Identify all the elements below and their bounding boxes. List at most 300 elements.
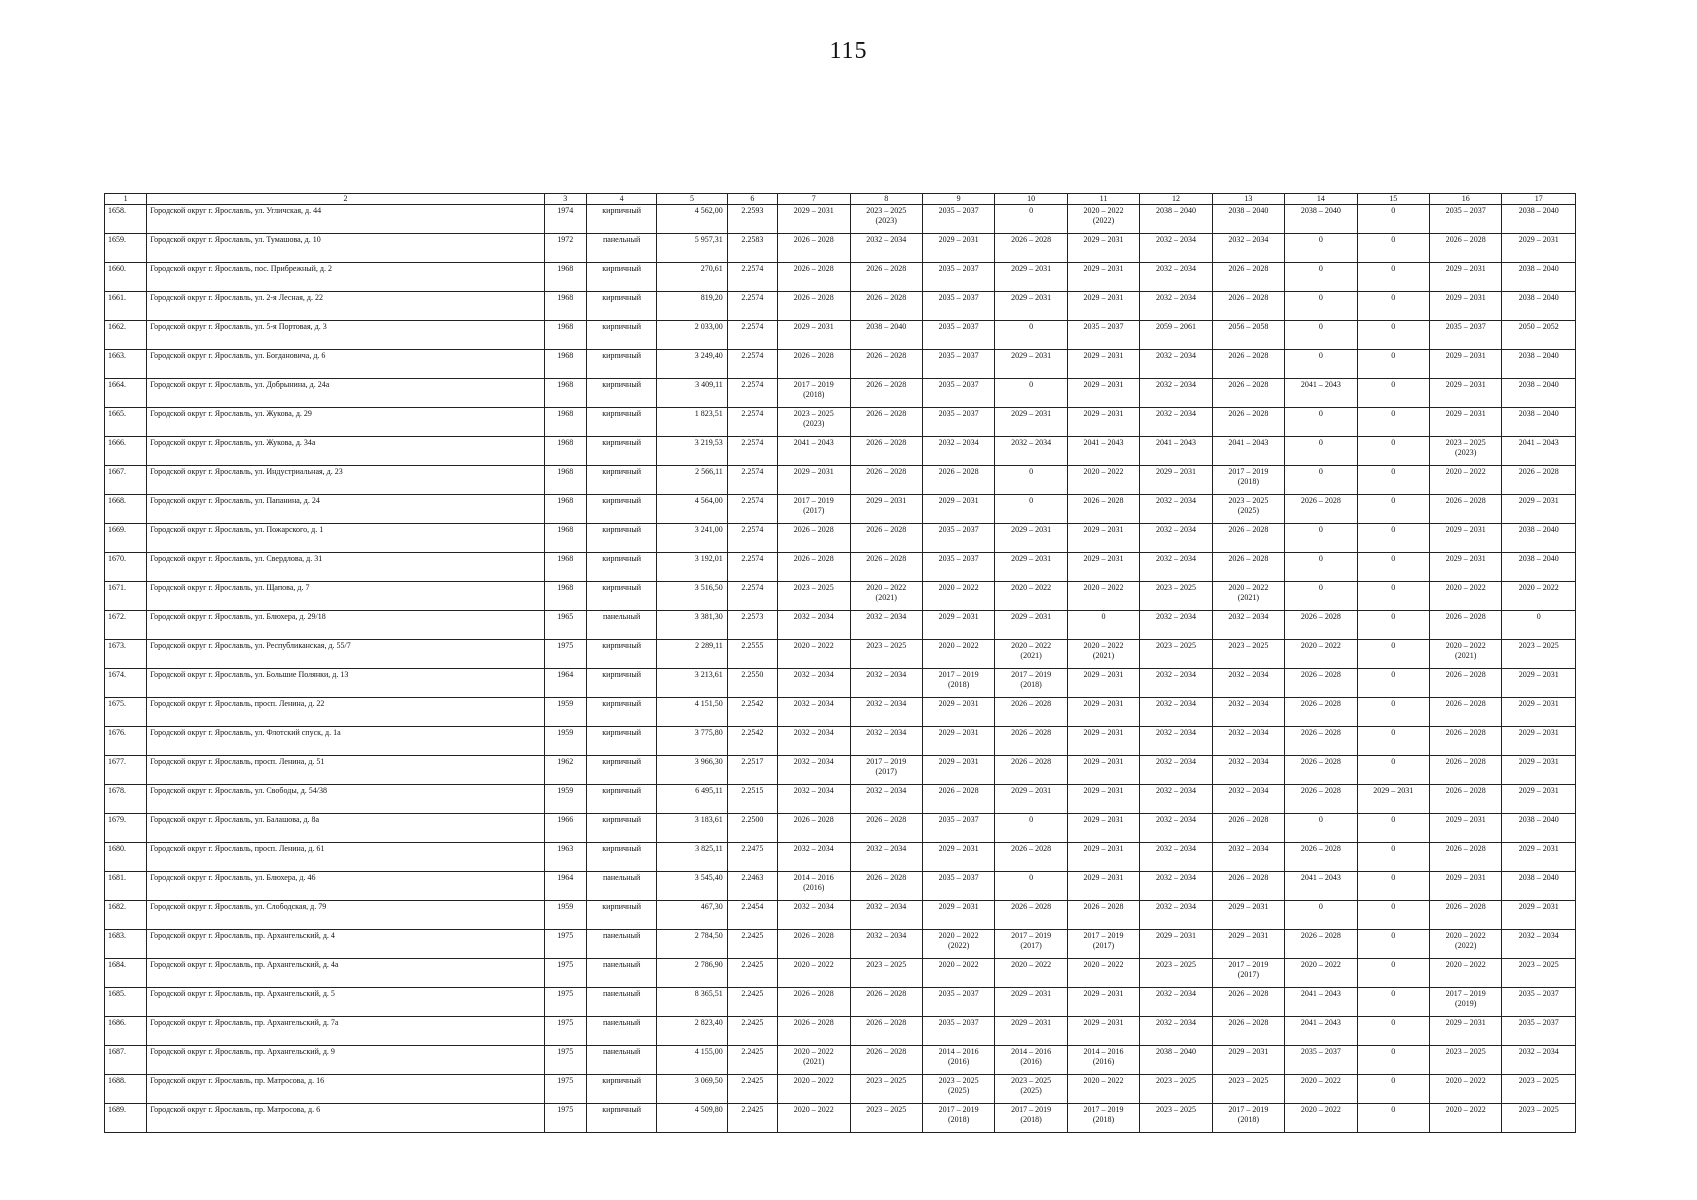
period-col-10-actual-year: (2016) [1020,1057,1042,1066]
period-col-17-cell [1502,872,1576,901]
row-number-value: 1659. [108,235,126,244]
address-value: Городской округ г. Ярославль, просп. Ленина, д. 51 [150,757,325,766]
period-col-14-value: 0 [1318,902,1323,911]
period-col-15-cell [1357,901,1429,930]
period-col-16-cell [1430,495,1502,524]
address-cell [147,1046,544,1075]
wall-material-cell [586,495,656,524]
row-number-cell [105,234,147,263]
period-col-11-cell [1067,582,1139,611]
period-col-12-cell [1140,669,1212,698]
period-col-12-cell [1140,1104,1212,1133]
build-year-value: 1964 [557,670,574,679]
period-col-7-value: 2029 – 2031 [793,467,834,476]
period-col-8-value: 2023 – 2025 [866,1076,907,1085]
period-col-12-cell [1140,1046,1212,1075]
area-value: 3 249,40 [694,351,723,360]
period-col-9-cell [922,1104,994,1133]
period-col-13-cell [1212,843,1284,872]
period-col-13-value: 2026 – 2028 [1228,409,1269,418]
wall-material-value: кирпичный [602,206,641,215]
build-year-value: 1968 [557,322,574,331]
period-col-9-cell [922,727,994,756]
table-row [105,959,1576,988]
period-col-14-cell [1285,408,1357,437]
coefficient-value: 2.2515 [741,786,764,795]
period-col-16-value: 2029 – 2031 [1445,815,1486,824]
wall-material-value: кирпичный [602,525,641,534]
period-col-16-value: 2023 – 2025 [1445,1047,1486,1056]
period-col-16-value: 2026 – 2028 [1445,902,1486,911]
row-number-cell [105,901,147,930]
period-col-7-cell [778,437,850,466]
address-cell [147,901,544,930]
period-col-7-value: 2026 – 2028 [793,235,834,244]
period-col-16-value: 2029 – 2031 [1445,1018,1486,1027]
period-col-16-cell [1430,727,1502,756]
period-col-11-actual-year: (2022) [1092,216,1115,225]
row-number-value: 1663. [108,351,126,360]
wall-material-cell [586,1046,656,1075]
period-col-16-value: 2026 – 2028 [1445,235,1486,244]
period-col-16-cell [1430,1075,1502,1104]
address-value: Городской округ г. Ярославль, пр. Матросова, д. 16 [150,1076,325,1085]
period-col-13-value: 2023 – 2025 [1228,1076,1269,1085]
row-number-value: 1670. [108,554,126,563]
period-col-7-value: 2032 – 2034 [793,844,834,853]
period-col-16-value: 2029 – 2031 [1445,554,1486,563]
period-col-9-cell [922,234,994,263]
period-col-8-value: 2029 – 2031 [866,496,907,505]
period-col-10-cell [995,872,1067,901]
period-col-16-cell [1430,1017,1502,1046]
period-col-11-cell [1067,1104,1139,1133]
period-col-14-value: 2035 – 2037 [1300,1047,1341,1056]
build-year-cell [544,640,586,669]
period-col-14-value: 2041 – 2043 [1300,1018,1341,1027]
period-col-8-actual-year: (2023) [875,216,897,225]
build-year-value: 1968 [557,525,574,534]
wall-material-cell [586,814,656,843]
build-year-value: 1962 [557,757,574,766]
period-col-13-value: 2026 – 2028 [1228,293,1269,302]
build-year-cell [544,1104,586,1133]
period-col-16-value: 2026 – 2028 [1445,728,1486,737]
period-col-17-cell [1502,205,1576,234]
period-col-8-value: 2032 – 2034 [866,931,907,940]
period-col-8-value: 2026 – 2028 [866,293,907,302]
period-col-9-value: 2035 – 2037 [938,206,979,215]
wall-material-cell [586,611,656,640]
row-number-cell [105,553,147,582]
period-col-17-cell [1502,234,1576,263]
period-col-10-cell [995,1017,1067,1046]
period-col-16-value: 2026 – 2028 [1445,757,1486,766]
coefficient-cell [727,553,777,582]
period-col-12-cell [1140,582,1212,611]
coefficient-cell [727,930,777,959]
area-value: 3 183,61 [694,815,723,824]
row-number-cell [105,611,147,640]
address-value: Городской округ г. Ярославль, пр. Архангельский, д. 9 [150,1047,335,1056]
period-col-8-value: 2032 – 2034 [866,699,907,708]
period-col-15-value: 0 [1391,467,1396,476]
period-col-10-value: 2026 – 2028 [1011,699,1052,708]
period-col-15-value: 0 [1391,1018,1396,1027]
row-number-value: 1689. [108,1105,126,1114]
period-col-12-cell [1140,727,1212,756]
period-col-16-value: 2029 – 2031 [1445,409,1486,418]
period-col-9-value: 2029 – 2031 [938,699,979,708]
period-col-14-cell [1285,727,1357,756]
period-col-15-value: 0 [1391,351,1396,360]
period-col-9-actual-year: (2025) [947,1086,970,1095]
table-row [105,640,1576,669]
area-cell [657,408,727,437]
period-col-7-cell [778,1046,850,1075]
coefficient-cell [727,1075,777,1104]
period-col-13-value: 2026 – 2028 [1228,525,1269,534]
period-col-15-value: 0 [1391,670,1396,679]
period-col-12-cell [1140,495,1212,524]
coefficient-cell [727,350,777,379]
period-col-12-cell [1140,930,1212,959]
row-number-cell [105,930,147,959]
area-cell [657,959,727,988]
period-col-11-value: 2029 – 2031 [1083,351,1124,360]
period-col-15-value: 0 [1391,815,1396,824]
period-col-14-cell [1285,930,1357,959]
period-col-14-cell [1285,1017,1357,1046]
area-cell [657,437,727,466]
area-cell [657,350,727,379]
wall-material-value: кирпичный [602,351,641,360]
period-col-12-cell [1140,959,1212,988]
period-col-11-value: 2029 – 2031 [1083,815,1124,824]
period-col-11-cell [1067,930,1139,959]
period-col-7-value: 2020 – 2022 [793,641,834,650]
period-col-10-value: 2026 – 2028 [1011,757,1052,766]
period-col-11-cell [1067,437,1139,466]
wall-material-value: панельный [603,873,641,882]
period-col-11-cell [1067,756,1139,785]
period-col-9-actual-year: (2016) [947,1057,970,1066]
period-col-9-cell [922,814,994,843]
period-col-16-value: 2035 – 2037 [1445,322,1486,331]
period-col-15-value: 0 [1391,496,1396,505]
period-col-15-cell [1357,959,1429,988]
period-col-17-value: 2029 – 2031 [1518,757,1559,766]
period-col-11-value: 2020 – 2022 [1083,467,1124,476]
period-col-17-cell [1502,756,1576,785]
period-col-11-value: 2029 – 2031 [1083,525,1124,534]
wall-material-cell [586,669,656,698]
period-col-8-value: 2032 – 2034 [866,612,907,621]
area-cell [657,988,727,1017]
period-col-14-value: 0 [1318,525,1323,534]
address-cell [147,930,544,959]
row-number-cell [105,495,147,524]
period-col-9-value: 2035 – 2037 [938,322,979,331]
area-cell [657,785,727,814]
period-col-17-cell [1502,901,1576,930]
period-col-15-value: 0 [1391,293,1396,302]
wall-material-value: панельный [603,989,641,998]
schedule-table-container [104,193,1576,1133]
period-col-16-value: 2029 – 2031 [1445,525,1486,534]
period-col-9-cell [922,495,994,524]
period-col-16-cell [1430,756,1502,785]
period-col-12-cell [1140,756,1212,785]
period-col-7-value: 2020 – 2022 [793,1047,834,1056]
wall-material-cell [586,321,656,350]
period-col-11-value: 2029 – 2031 [1083,1018,1124,1027]
period-col-11-actual-year: (2016) [1092,1057,1115,1066]
area-cell [657,1046,727,1075]
row-number-cell [105,785,147,814]
address-value: Городской округ г. Ярославль, ул. Щапова, д. 7 [150,583,310,592]
period-col-10-cell [995,263,1067,292]
period-col-16-cell [1430,321,1502,350]
period-col-7-value: 2026 – 2028 [793,525,834,534]
period-col-11-value: 2029 – 2031 [1083,409,1124,418]
period-col-8-value: 2032 – 2034 [866,728,907,737]
coefficient-value: 2.2574 [741,467,764,476]
address-cell [147,669,544,698]
address-cell [147,727,544,756]
period-col-13-value: 2029 – 2031 [1228,902,1269,911]
period-col-11-value: 2017 – 2019 [1083,1105,1124,1114]
area-cell [657,263,727,292]
period-col-15-value: 0 [1391,1105,1396,1114]
build-year-cell [544,698,586,727]
period-col-9-cell [922,872,994,901]
period-col-10-value: 2029 – 2031 [1011,525,1052,534]
address-cell [147,524,544,553]
period-col-13-actual-year: (2018) [1237,1115,1260,1124]
coefficient-value: 2.2425 [741,960,764,969]
period-col-11-value: 2029 – 2031 [1083,699,1124,708]
period-col-13-value: 2017 – 2019 [1228,960,1269,969]
period-col-10-cell [995,843,1067,872]
period-col-15-value: 0 [1391,554,1396,563]
period-col-10-actual-year: (2025) [1020,1086,1042,1095]
row-number-value: 1665. [108,409,126,418]
period-col-17-cell [1502,1075,1576,1104]
period-col-16-value: 2026 – 2028 [1445,670,1486,679]
period-col-7-value: 2032 – 2034 [793,699,834,708]
coefficient-value: 2.2425 [741,1047,764,1056]
period-col-7-value: 2020 – 2022 [793,1076,834,1085]
period-col-11-cell [1067,669,1139,698]
period-col-15-value: 0 [1391,902,1396,911]
build-year-cell [544,495,586,524]
period-col-9-cell [922,611,994,640]
table-row [105,669,1576,698]
period-col-14-value: 2026 – 2028 [1300,757,1341,766]
period-col-16-actual-year: (2023) [1455,448,1477,457]
period-col-17-value: 2029 – 2031 [1518,844,1559,853]
period-col-8-value: 2026 – 2028 [866,264,907,273]
row-number-value: 1683. [108,931,126,940]
area-cell [657,901,727,930]
period-col-13-value: 2026 – 2028 [1228,351,1269,360]
period-col-14-value: 0 [1318,264,1323,273]
period-col-16-cell [1430,988,1502,1017]
period-col-13-value: 2023 – 2025 [1228,641,1269,650]
period-col-17-value: 2023 – 2025 [1518,1105,1559,1114]
coefficient-value: 2.2574 [741,380,764,389]
build-year-value: 1968 [557,467,574,476]
period-col-9-cell [922,1017,994,1046]
period-col-15-value: 0 [1391,322,1396,331]
period-col-16-value: 2029 – 2031 [1445,293,1486,302]
row-number-value: 1688. [108,1076,126,1085]
period-col-12-value: 2032 – 2034 [1155,554,1196,563]
coefficient-value: 2.2425 [741,1105,764,1114]
period-col-14-cell [1285,669,1357,698]
period-col-13-cell [1212,901,1284,930]
wall-material-value: панельный [603,1018,641,1027]
wall-material-cell [586,1017,656,1046]
period-col-14-value: 0 [1318,351,1323,360]
period-col-8-value: 2023 – 2025 [866,960,907,969]
coefficient-value: 2.2574 [741,525,764,534]
row-number-value: 1658. [108,206,126,215]
wall-material-cell [586,1104,656,1133]
period-col-10-value: 2023 – 2025 [1011,1076,1052,1085]
period-col-9-cell [922,437,994,466]
build-year-value: 1975 [557,1076,574,1085]
period-col-8-cell [850,582,922,611]
period-col-14-cell [1285,814,1357,843]
build-year-value: 1975 [557,641,574,650]
row-number-value: 1660. [108,264,126,273]
coefficient-value: 2.2475 [741,844,764,853]
build-year-value: 1975 [557,989,574,998]
table-row [105,524,1576,553]
period-col-8-value: 2023 – 2025 [866,206,907,215]
period-col-11-value: 2029 – 2031 [1083,844,1124,853]
period-col-16-cell [1430,611,1502,640]
row-number-value: 1679. [108,815,126,824]
wall-material-cell [586,582,656,611]
period-col-7-cell [778,785,850,814]
period-col-10-value: 0 [1029,380,1034,389]
period-col-11-value: 2020 – 2022 [1083,641,1124,650]
period-col-13-value: 2032 – 2034 [1228,235,1269,244]
period-col-16-value: 2026 – 2028 [1445,612,1486,621]
area-cell [657,930,727,959]
coefficient-value: 2.2517 [741,757,764,766]
period-col-10-value: 2029 – 2031 [1011,554,1052,563]
period-col-12-value: 2032 – 2034 [1155,496,1196,505]
column-header-13: 13 [1212,194,1284,205]
period-col-16-cell [1430,901,1502,930]
period-col-13-cell [1212,408,1284,437]
period-col-7-value: 2032 – 2034 [793,728,834,737]
row-number-cell [105,582,147,611]
period-col-10-value: 2020 – 2022 [1011,960,1052,969]
address-cell [147,1017,544,1046]
period-col-14-value: 2026 – 2028 [1300,786,1341,795]
period-col-12-cell [1140,901,1212,930]
build-year-cell [544,988,586,1017]
address-cell [147,553,544,582]
period-col-8-value: 2032 – 2034 [866,902,907,911]
period-col-15-cell [1357,698,1429,727]
period-col-9-value: 2014 – 2016 [938,1047,979,1056]
period-col-11-value: 2014 – 2016 [1083,1047,1124,1056]
build-year-value: 1959 [557,786,574,795]
period-col-14-cell [1285,234,1357,263]
coefficient-value: 2.2574 [741,438,764,447]
area-value: 3 192,01 [694,554,723,563]
area-cell [657,379,727,408]
table-row [105,988,1576,1017]
period-col-15-cell [1357,814,1429,843]
wall-material-value: кирпичный [602,699,641,708]
period-col-12-value: 2059 – 2061 [1155,322,1196,331]
area-value: 3 241,00 [694,525,723,534]
period-col-17-value: 2020 – 2022 [1518,583,1559,592]
period-col-14-value: 2026 – 2028 [1300,670,1341,679]
period-col-11-cell [1067,611,1139,640]
period-col-15-cell [1357,756,1429,785]
period-col-7-cell [778,988,850,1017]
period-col-11-cell [1067,959,1139,988]
period-col-10-cell [995,350,1067,379]
period-col-7-cell [778,553,850,582]
row-number-value: 1676. [108,728,126,737]
period-col-17-value: 2035 – 2037 [1518,989,1559,998]
coefficient-cell [727,756,777,785]
period-col-12-value: 2032 – 2034 [1155,844,1196,853]
coefficient-value: 2.2574 [741,554,764,563]
period-col-17-cell [1502,553,1576,582]
period-col-17-value: 2041 – 2043 [1518,438,1559,447]
wall-material-value: кирпичный [602,1105,641,1114]
build-year-cell [544,872,586,901]
build-year-cell [544,1046,586,1075]
period-col-14-value: 2026 – 2028 [1300,612,1341,621]
period-col-9-cell [922,930,994,959]
period-col-16-cell [1430,205,1502,234]
period-col-7-cell [778,1075,850,1104]
column-header-15: 15 [1357,194,1429,205]
row-number-cell [105,1046,147,1075]
period-col-17-cell [1502,524,1576,553]
period-col-7-value: 2032 – 2034 [793,670,834,679]
area-cell [657,1075,727,1104]
period-col-16-value: 2023 – 2025 [1445,438,1486,447]
area-value: 5 957,31 [694,235,723,244]
period-col-14-cell [1285,553,1357,582]
period-col-13-cell [1212,524,1284,553]
period-col-14-cell [1285,785,1357,814]
period-col-13-cell [1212,727,1284,756]
period-col-10-value: 2029 – 2031 [1011,786,1052,795]
period-col-7-cell [778,205,850,234]
address-cell [147,611,544,640]
period-col-12-value: 2032 – 2034 [1155,293,1196,302]
column-header-14: 14 [1285,194,1357,205]
row-number-value: 1680. [108,844,126,853]
build-year-cell [544,437,586,466]
period-col-13-cell [1212,611,1284,640]
period-col-11-value: 2041 – 2043 [1083,438,1124,447]
period-col-15-value: 0 [1391,699,1396,708]
